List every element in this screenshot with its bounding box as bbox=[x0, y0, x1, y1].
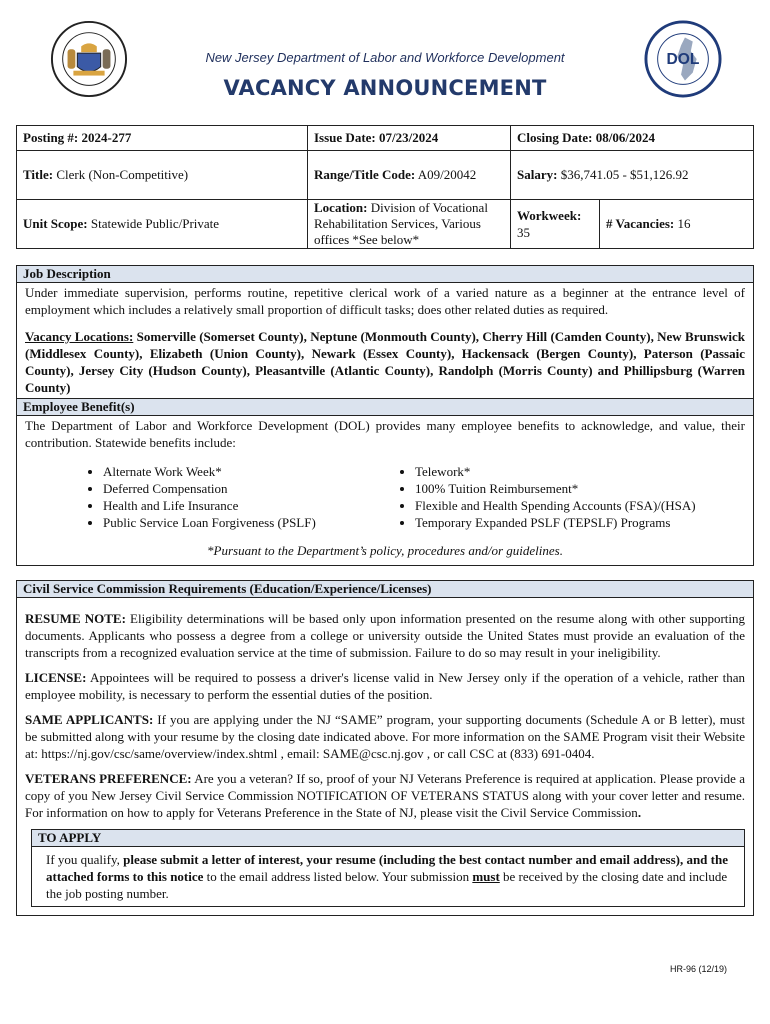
same-applicants-note: SAME APPLICANTS: If you are applying under the NJ “SAME” program, your supporting documents (Schedule A or B letter), must be submitted along with your resume by the closing date indicated above. For more information on the SAME Program visit their Website at: https://nj.gov/csc/same/overview/index.shtml , email: SAME@csc.nj.gov , or call CSC at (833) 691-0404. bbox=[25, 712, 745, 761]
benefits-list-right bbox=[385, 463, 753, 531]
to-apply-header: TO APPLY bbox=[32, 830, 744, 847]
license-note: LICENSE: Appointees will be required to possess a driver's license valid in New Jersey only if the operation of a vehicle, rather than employee mobility, is necessary to perform the essential duties of the position. bbox=[25, 670, 745, 702]
resume-note: RESUME NOTE: Eligibility determinations will be based only upon information presented on the resume along with other supporting documents. Applicants who possess a degree from a college or university outside the United States must provide an evaluation of the transcripts from a recognized evaluation service at the time of submission. Failure to do so may result in your ineligibility. bbox=[25, 611, 746, 660]
list-item: • Deferred Compensation bbox=[103, 480, 385, 497]
department-subtitle: New Jersey Department of Labor and Workforce Development bbox=[205, 50, 565, 65]
csc-requirements-section bbox=[16, 580, 754, 916]
list-item: • Telework* bbox=[415, 463, 753, 480]
list-item: • 100% Tuition Reimbursement* bbox=[415, 480, 753, 497]
veterans-note: VETERANS PREFERENCE: Are you a veteran? If so, proof of your NJ Veterans Preference is required at application. Please provide a copy of you New Jersey Civil Service Commission NOTIFICATION OF VETERANS STATUS along with your cover letter and resume. For information on how to apply for Veterans Preference in the State of NJ, please visit the Civil Service Commission. bbox=[25, 771, 745, 820]
benefits-list-left bbox=[17, 463, 385, 531]
title-cell: Title: Clerk (Non-Competitive) bbox=[17, 151, 308, 200]
benefits-intro: The Department of Labor and Workforce Development (DOL) provides many employee benefits to acknowledge, and value, their contribution. Statewide benefits include: bbox=[25, 418, 745, 450]
list-item: • Alternate Work Week* bbox=[103, 463, 385, 480]
list-item: • Flexible and Health Spending Accounts (FSA)/(HSA) bbox=[415, 497, 753, 514]
job-description-text: Under immediate supervision, performs routine, repetitive clerical work of a varied nature as a beginner at the entrance level of employment which includes a relatively small proportion of difficult tasks; does other related duties as required. bbox=[25, 285, 745, 317]
csc-header: Civil Service Commission Requirements (Education/Experience/Licenses) bbox=[17, 581, 753, 598]
to-apply-text: If you qualify, please submit a letter of interest, your resume (including the best contact number and email address), and the attached forms to this notice to the email address listed below. Your submission must be received by the closing date and include the job posting number. bbox=[46, 852, 728, 901]
list-item: • Health and Life Insurance bbox=[103, 497, 385, 514]
issue-date-cell: Issue Date: 07/23/2024 bbox=[308, 126, 511, 151]
closing-date-cell: Closing Date: 08/06/2024 bbox=[511, 126, 754, 151]
range-cell: Range/Title Code: A09/20042 bbox=[308, 151, 511, 200]
job-benefits-section bbox=[16, 265, 754, 566]
employee-benefits-header: Employee Benefit(s) bbox=[17, 398, 753, 416]
vacancy-locations: Vacancy Locations: Somerville (Somerset County), Neptune (Monmouth County), Cherry Hill (Camden County), New Brunswick (Middlesex County), Elizabeth (Union County), Newark (Essex County), Hackensack (Bergen County), Paterson (Passaic County), Jersey City (Hudson County), Pleasantville (Atlantic County), Randolph (Morris County) and Phillipsburg (Warren County) bbox=[25, 329, 745, 395]
posting-info-table bbox=[16, 125, 754, 249]
to-apply-box bbox=[31, 829, 745, 907]
job-description-header: Job Description bbox=[17, 266, 753, 283]
policy-note: *Pursuant to the Department’s policy, procedures and/or guidelines. bbox=[207, 543, 563, 558]
list-item: • Public Service Loan Forgiveness (PSLF) bbox=[103, 514, 385, 531]
unit-scope-cell: Unit Scope: Statewide Public/Private bbox=[17, 200, 308, 249]
list-item: • Temporary Expanded PSLF (TEPSLF) Programs bbox=[415, 514, 753, 531]
dol-logo-text: DOL bbox=[666, 50, 700, 68]
salary-cell: Salary: $36,741.05 - $51,126.92 bbox=[511, 151, 754, 200]
page-title: VACANCY ANNOUNCEMENT bbox=[223, 76, 547, 100]
workweek-cell: Workweek: 35 bbox=[511, 200, 600, 249]
posting-cell: Posting #: 2024-277 bbox=[17, 126, 308, 151]
benefits-lists bbox=[17, 453, 753, 531]
form-number: HR-96 (12/19) bbox=[670, 964, 728, 974]
vacancies-cell: # Vacancies: 16 bbox=[600, 200, 754, 249]
location-cell: Location: Division of Vocational Rehabilitation Services, Various offices *See below* bbox=[308, 200, 511, 249]
